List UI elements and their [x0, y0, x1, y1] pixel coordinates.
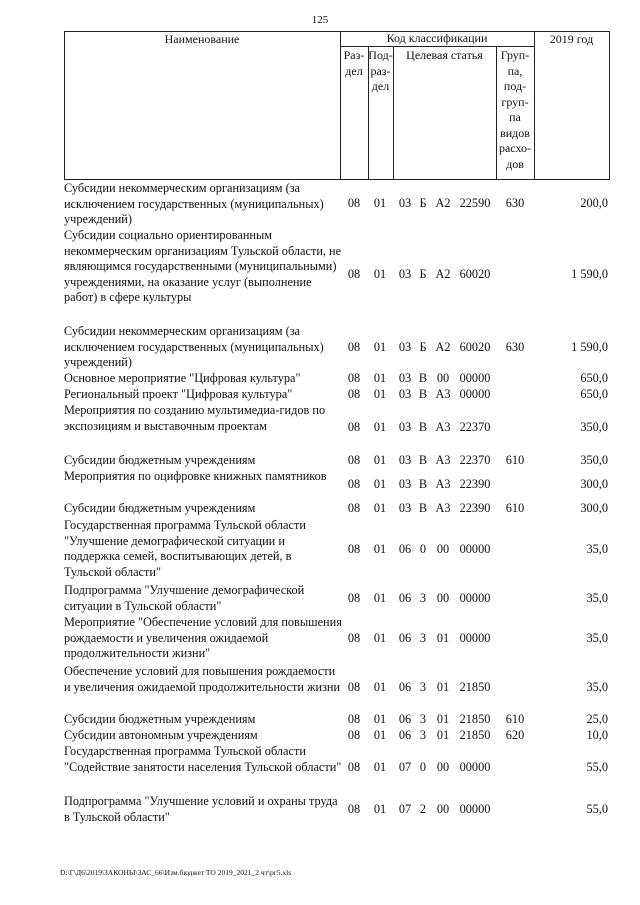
row-target-direction: 00000	[459, 631, 491, 645]
row-target-subprogram: 3	[419, 712, 427, 726]
row-target-direction: 00000	[459, 760, 491, 774]
row-amount: 350,0	[580, 453, 608, 467]
row-section: 08	[347, 591, 361, 605]
header-code: Код классификации	[386, 31, 488, 45]
row-name: Региональный проект "Цифровая культура"	[64, 387, 293, 401]
row-target-subprogram: 0	[419, 760, 427, 774]
row-expense-group: 620	[505, 728, 525, 742]
row-amount: 10,0	[586, 728, 608, 742]
row-target-subprogram: 3	[419, 591, 427, 605]
row-subsection: 01	[373, 802, 387, 816]
row-target-event: А3	[435, 453, 451, 467]
row-target-program: 06	[398, 591, 412, 605]
row-amount: 1 590,0	[571, 340, 608, 354]
row-amount: 1 590,0	[571, 267, 608, 281]
row-section: 08	[347, 542, 361, 556]
row-target-program: 03	[398, 420, 412, 434]
row-amount: 300,0	[580, 477, 608, 491]
row-expense-group: 610	[505, 453, 525, 467]
row-section: 08	[347, 477, 361, 491]
row-expense-group: 630	[505, 340, 525, 354]
row-target-direction: 22390	[459, 501, 491, 515]
row-name: Субсидии бюджетным учреждениям	[64, 712, 256, 726]
row-target-event: 01	[436, 728, 450, 742]
row-subsection: 01	[373, 591, 387, 605]
row-subsection: 01	[373, 196, 387, 210]
row-target-direction: 22390	[459, 477, 491, 491]
row-subsection: 01	[373, 760, 387, 774]
row-target-program: 03	[398, 387, 412, 401]
row-expense-group: 610	[505, 712, 525, 726]
row-subsection: 01	[373, 712, 387, 726]
header-target: Целевая статья	[406, 48, 483, 62]
row-target-program: 03	[398, 501, 412, 515]
row-name: Мероприятие "Обеспечение условий для повышения рождаемости и увеличения ожидаемой продолжительности жизни"	[64, 615, 342, 660]
row-amount: 350,0	[580, 420, 608, 434]
row-amount: 35,0	[586, 542, 608, 556]
row-target-event: А2	[435, 340, 451, 354]
row-name: Подпрограмма "Улучшение условий и охраны труда в Тульской области"	[64, 794, 338, 824]
header-year: 2019 год	[549, 32, 594, 46]
row-name: Субсидии некоммерческим организациям (за исключением государственных (муниципальных) учреждений)	[64, 181, 324, 226]
row-target-event: 00	[436, 371, 450, 385]
row-target-subprogram: Б	[419, 340, 427, 354]
header-group: Груп- па, под- груп- па видов расхо- дов	[498, 48, 532, 171]
row-target-direction: 21850	[459, 712, 491, 726]
row-subsection: 01	[373, 340, 387, 354]
row-name: Субсидии бюджетным учреждениям	[64, 453, 256, 467]
row-target-program: 03	[398, 340, 412, 354]
row-section: 08	[347, 453, 361, 467]
row-target-subprogram: В	[418, 453, 428, 467]
row-subsection: 01	[373, 728, 387, 742]
row-target-subprogram: 2	[419, 802, 427, 816]
row-amount: 55,0	[586, 802, 608, 816]
row-target-direction: 00000	[459, 371, 491, 385]
row-target-direction: 00000	[459, 591, 491, 605]
row-section: 08	[347, 387, 361, 401]
row-amount: 35,0	[586, 631, 608, 645]
row-amount: 55,0	[586, 760, 608, 774]
row-target-program: 06	[398, 542, 412, 556]
row-target-direction: 00000	[459, 387, 491, 401]
row-subsection: 01	[373, 631, 387, 645]
file-path-footer: D:\Г\Д6\2019\ЗАКОНЫ\ЗАС_66\Изм.бюджет ТО 2019_2021_2 чт\рг5.xls	[60, 868, 292, 877]
row-expense-group: 630	[505, 196, 525, 210]
row-amount: 650,0	[580, 387, 608, 401]
row-subsection: 01	[373, 267, 387, 281]
row-target-subprogram: В	[418, 477, 428, 491]
row-target-program: 03	[398, 477, 412, 491]
row-target-program: 06	[398, 712, 412, 726]
row-target-program: 06	[398, 728, 412, 742]
header-name: Наименование	[164, 32, 240, 46]
row-amount: 200,0	[580, 196, 608, 210]
row-name: Субсидии социально ориентированным некоммерческим организациям Тульской области, не являющимся государственными (муниципальными) учреждениями, на оказание услуг (выполнение работ) в сфере культуры	[64, 228, 342, 304]
row-name: Основное мероприятие "Цифровая культура"	[64, 371, 301, 385]
row-section: 08	[347, 501, 361, 515]
row-target-program: 03	[398, 196, 412, 210]
row-target-event: 00	[436, 542, 450, 556]
row-target-event: 00	[436, 802, 450, 816]
row-target-subprogram: Б	[419, 196, 427, 210]
row-target-event: А3	[435, 420, 451, 434]
row-target-event: 01	[436, 680, 450, 694]
row-section: 08	[347, 712, 361, 726]
row-target-event: А3	[435, 501, 451, 515]
row-section: 08	[347, 371, 361, 385]
page-number: 125	[311, 14, 329, 26]
row-target-direction: 22590	[459, 196, 491, 210]
row-target-direction: 22370	[459, 453, 491, 467]
row-target-event: А3	[435, 477, 451, 491]
row-name: Мероприятия по созданию мультимедиа-гидов по экспозициям и выставочным проектам	[64, 403, 326, 433]
row-target-subprogram: В	[418, 387, 428, 401]
row-target-direction: 60020	[459, 267, 491, 281]
row-target-program: 06	[398, 631, 412, 645]
row-amount: 650,0	[580, 371, 608, 385]
row-section: 08	[347, 196, 361, 210]
row-target-direction: 00000	[459, 802, 491, 816]
row-name: Обеспечение условий для повышения рождаемости и увеличения ожидаемой продолжительности жизни	[64, 664, 341, 694]
row-amount: 25,0	[586, 712, 608, 726]
row-subsection: 01	[373, 453, 387, 467]
row-target-direction: 21850	[459, 680, 491, 694]
row-subsection: 01	[373, 680, 387, 694]
row-target-event: 01	[436, 631, 450, 645]
row-amount: 35,0	[586, 680, 608, 694]
row-target-direction: 60020	[459, 340, 491, 354]
row-amount: 300,0	[580, 501, 608, 515]
row-subsection: 01	[373, 371, 387, 385]
row-section: 08	[347, 802, 361, 816]
row-target-direction: 21850	[459, 728, 491, 742]
row-target-program: 06	[398, 680, 412, 694]
row-target-subprogram: 3	[419, 631, 427, 645]
row-target-subprogram: 0	[419, 542, 427, 556]
row-target-subprogram: 3	[419, 680, 427, 694]
row-name: Субсидии автономным учреждениям	[64, 728, 258, 742]
row-target-program: 07	[398, 802, 412, 816]
row-section: 08	[347, 680, 361, 694]
row-target-subprogram: В	[418, 371, 428, 385]
row-subsection: 01	[373, 477, 387, 491]
row-target-event: А3	[435, 387, 451, 401]
row-name: Государственная программа Тульской области "Улучшение демографической ситуации и поддержка семей, воспитывающих детей, в Тульской области"	[64, 518, 306, 579]
row-subsection: 01	[373, 501, 387, 515]
header-section: Раз- дел	[343, 48, 365, 78]
row-target-event: 00	[436, 760, 450, 774]
row-name: Субсидии бюджетным учреждениям	[64, 501, 256, 515]
row-target-subprogram: В	[418, 501, 428, 515]
row-subsection: 01	[373, 542, 387, 556]
row-target-direction: 00000	[459, 542, 491, 556]
row-name: Подпрограмма "Улучшение демографической ситуации в Тульской области"	[64, 583, 305, 613]
row-subsection: 01	[373, 387, 387, 401]
row-target-program: 07	[398, 760, 412, 774]
row-target-event: А2	[435, 196, 451, 210]
row-target-subprogram: В	[418, 420, 428, 434]
row-target-event: 00	[436, 591, 450, 605]
row-target-subprogram: Б	[419, 267, 427, 281]
row-name: Мероприятия по оцифровке книжных памятников	[64, 469, 327, 483]
row-amount: 35,0	[586, 591, 608, 605]
row-expense-group: 610	[505, 501, 525, 515]
row-target-program: 03	[398, 267, 412, 281]
row-target-program: 03	[398, 371, 412, 385]
row-target-program: 03	[398, 453, 412, 467]
row-subsection: 01	[373, 420, 387, 434]
row-section: 08	[347, 760, 361, 774]
row-name: Государственная программа Тульской области "Содействие занятости населения Тульской области"	[64, 744, 342, 774]
row-section: 08	[347, 340, 361, 354]
row-section: 08	[347, 420, 361, 434]
row-section: 08	[347, 267, 361, 281]
row-target-subprogram: 3	[419, 728, 427, 742]
row-target-event: 01	[436, 712, 450, 726]
row-section: 08	[347, 728, 361, 742]
row-target-event: А2	[435, 267, 451, 281]
row-target-direction: 22370	[459, 420, 491, 434]
row-name: Субсидии некоммерческим организациям (за исключением государственных (муниципальных) учреждений)	[64, 324, 324, 369]
header-subsection: Под- раз- дел	[368, 48, 393, 93]
row-section: 08	[347, 631, 361, 645]
